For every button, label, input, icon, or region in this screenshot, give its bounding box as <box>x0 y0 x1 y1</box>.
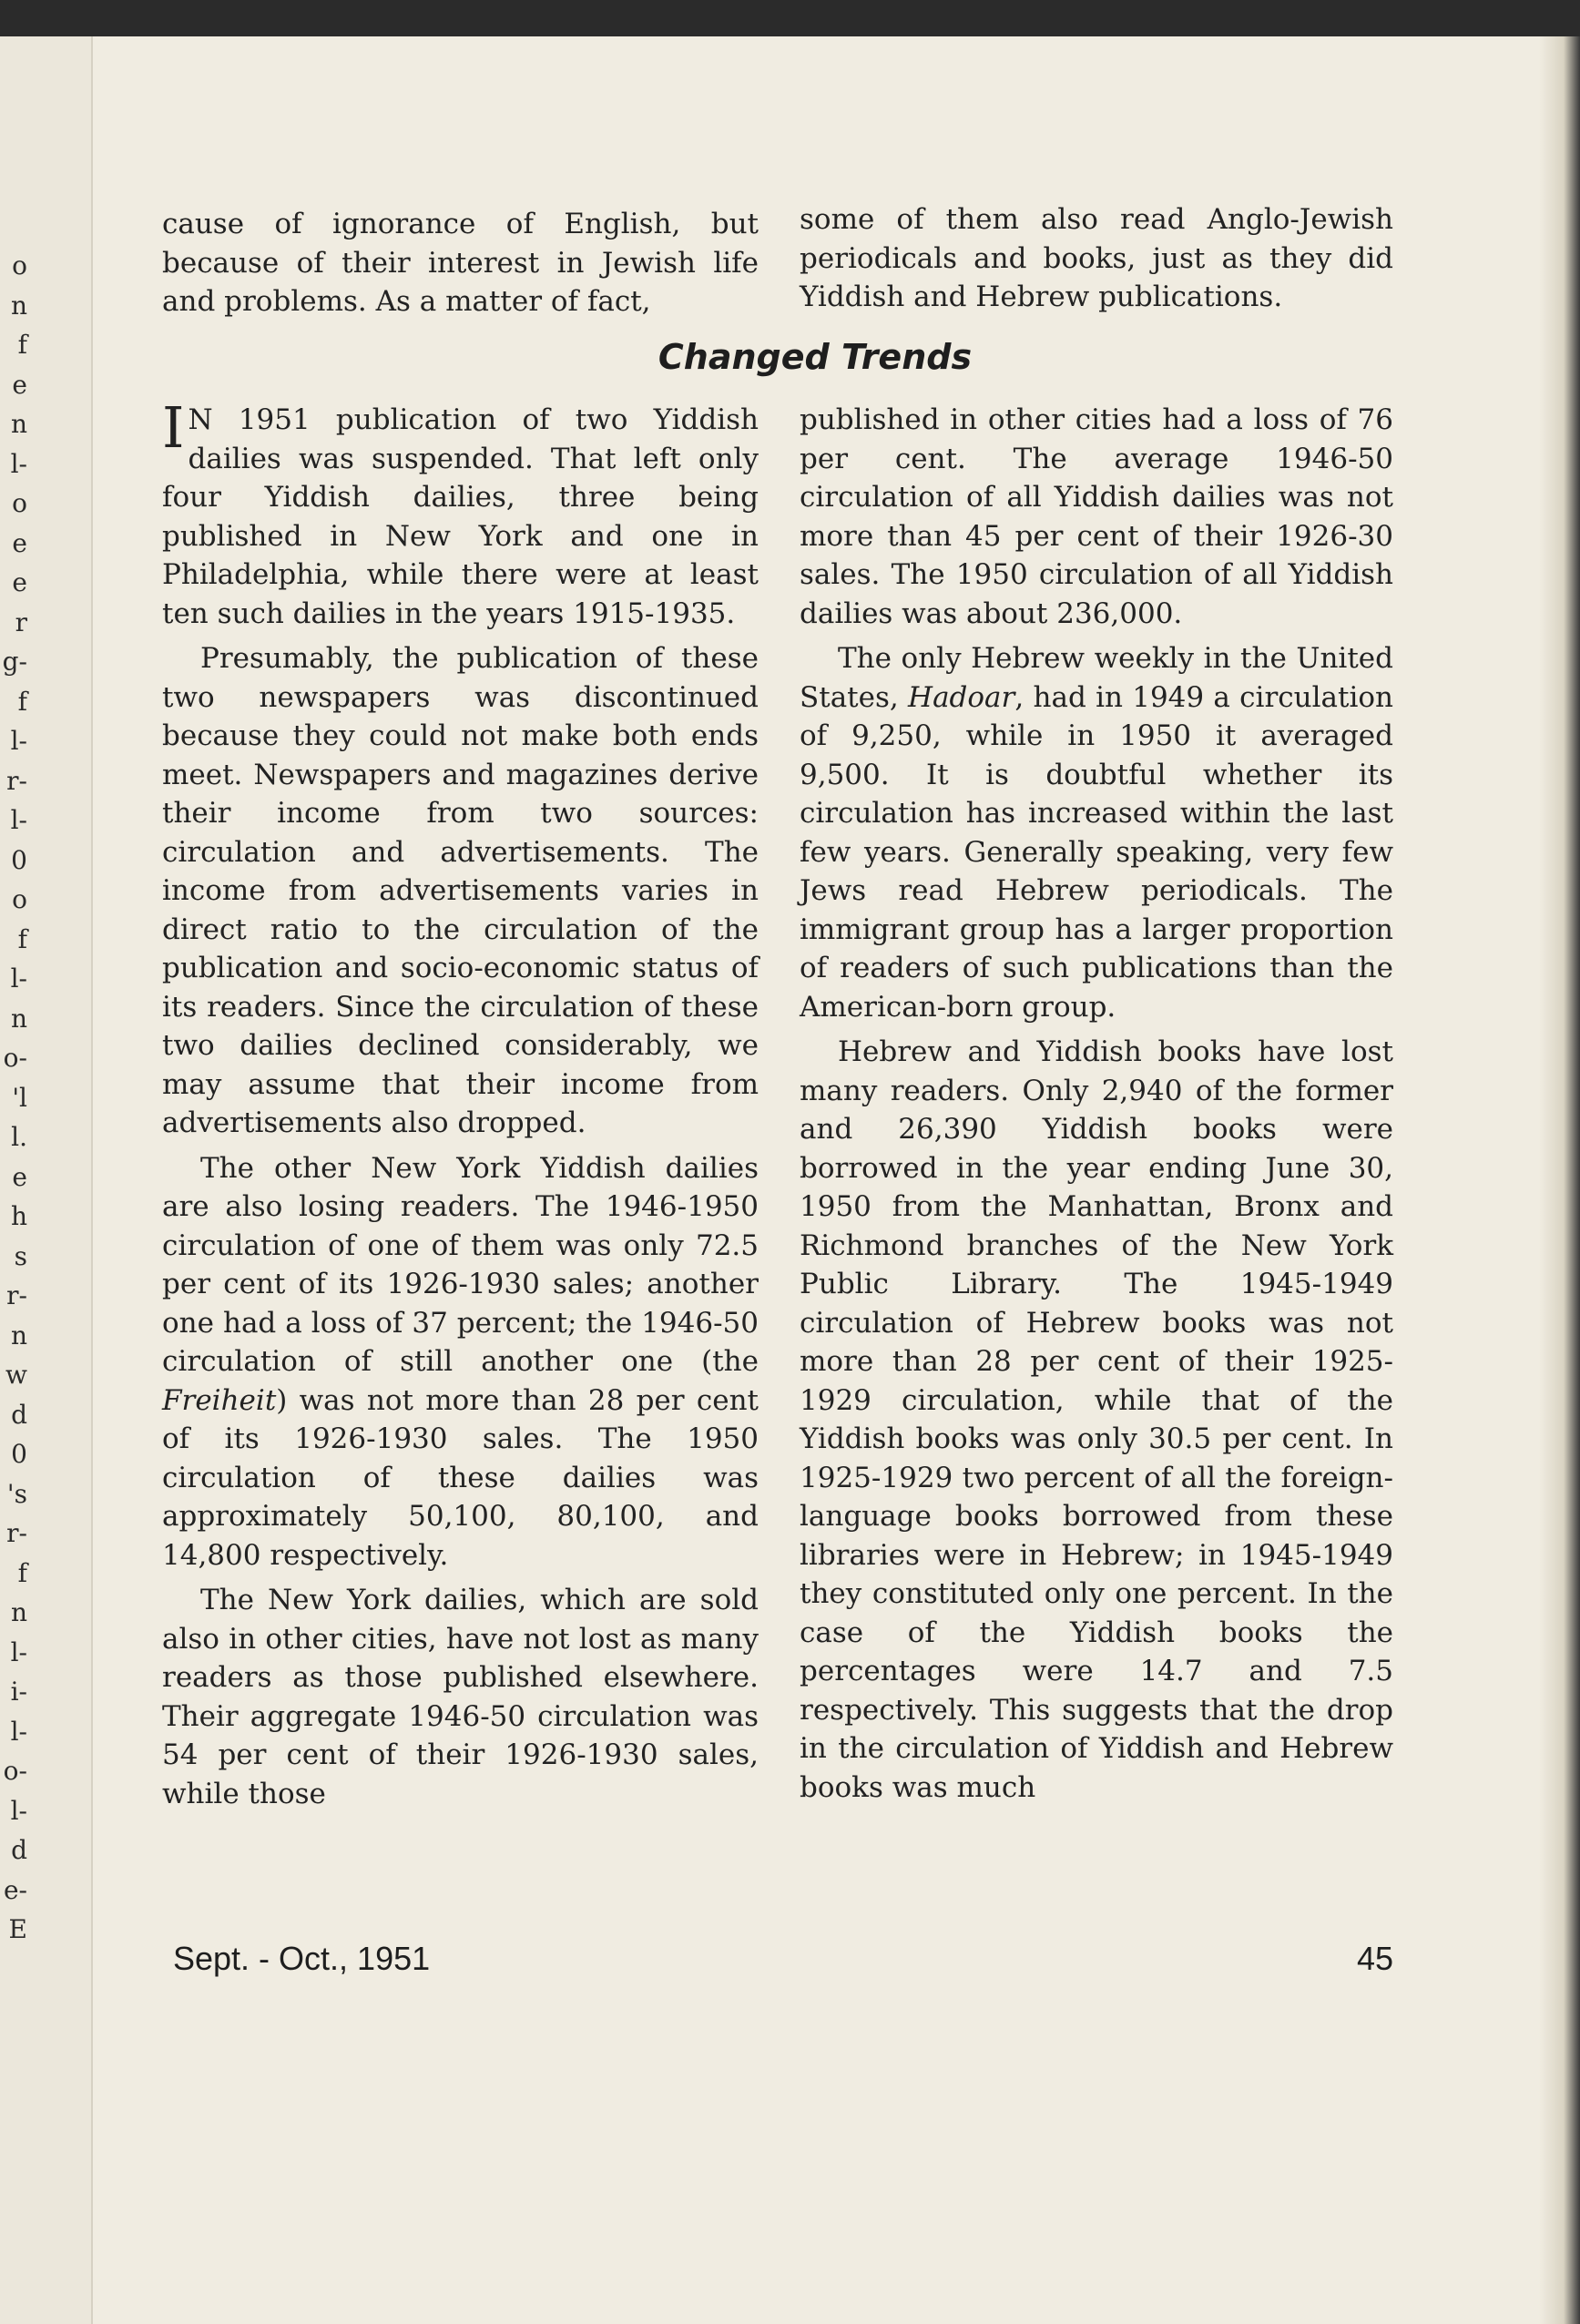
margin-fragment: o- <box>3 1756 27 1786</box>
margin-fragment: e <box>12 527 27 558</box>
left-column <box>162 394 759 1813</box>
page-spine-shadow <box>1539 36 1580 2324</box>
freiheit-italic: Freiheit <box>162 1383 277 1417</box>
margin-fragment: 0 <box>11 1439 27 1469</box>
footer-date: Sept. - Oct., 1951 <box>173 1940 431 1977</box>
margin-fragment: l- <box>10 1636 27 1667</box>
margin-fragment: e <box>12 567 27 597</box>
margin-fragment: o <box>12 488 27 518</box>
margin-fragment: f <box>17 923 27 954</box>
margin-fragment: 'l <box>12 1082 27 1113</box>
margin-fragment: n <box>10 1320 27 1351</box>
right-paragraph-2: The only Hebrew weekly in the United States, Hadoar, had in 1949 a circulation of 9,250, while in 1950 it averaged 9,500. It is doubtful whether its circulation has increased within the last few years. Generally speaking, very few Jews read Hebrew periodicals. The immigrant group has a larger proportion of readers of such publications than the American-born group. <box>800 642 1393 1024</box>
margin-fragment: E <box>8 1914 27 1944</box>
top-left-paragraph-block <box>162 205 759 321</box>
margin-fragment: l- <box>10 448 27 479</box>
top-right-paragraph-block <box>800 200 1393 317</box>
left-paragraph-4: The New York dailies, which are sold also in other cities, have not lost as many readers as those published elsewhere. Their aggregate 1946-50 circulation was 54 per cent of their 1926-1930 sales, while those <box>162 1584 759 1810</box>
left-paragraph-2: Presumably, the publication of these two newspapers was discontinued because they could not make both ends meet. Newspapers and magazines derive their income from two sources: circulation and advertisements. The income from advertisements varies in direct ratio to the circulation of the publication and socio-economic status of its readers. Since the circulation of these two dailies declined considerably, we may assume that their income from advertisements also dropped. <box>162 642 759 1139</box>
margin-fragment: n <box>10 409 27 439</box>
margin-fragment: e- <box>3 1874 27 1905</box>
margin-fragment: o- <box>3 1043 27 1073</box>
section-heading: Changed Trends <box>657 337 973 377</box>
book-page <box>0 36 1539 2324</box>
margin-fragment: l- <box>10 805 27 835</box>
margin-fragment: g- <box>2 647 27 677</box>
margin-fragment: f <box>17 686 27 717</box>
margin-fragment: d <box>11 1835 27 1865</box>
page-number: 45 <box>1357 1940 1394 1977</box>
drop-cap: I <box>162 394 185 461</box>
margin-fragment: r- <box>6 1280 27 1310</box>
top-right-paragraph: some of them also read Anglo-Jewish periodicals and books, just as they did Yiddish and Hebrew publications. <box>800 203 1393 313</box>
right-paragraph-1: published in other cities had a loss of 76 per cent. The average 1946-50 circulation of all Yiddish dailies was not more than 45 per cent of their 1926-30 sales. The 1950 circulation of all Yiddish dailies was about 236,000. <box>800 403 1393 630</box>
margin-fragment: e <box>12 1161 27 1192</box>
margin-fragment: o <box>12 884 27 914</box>
margin-fragment: d <box>11 1399 27 1430</box>
margin-fragment: n <box>10 1003 27 1034</box>
right-column <box>800 401 1393 1807</box>
margin-fragment: f <box>17 330 27 360</box>
left-paragraph-1: I N 1951 publication of two Yiddish dailies was suspended. That left only four Yiddish dailies, three being published in New York and one in Philadelphia, while there were at least ten such dailies in the years 1915-1935. <box>162 394 759 630</box>
margin-fragment: l. <box>11 1122 27 1152</box>
margin-fragment: s <box>14 1240 27 1271</box>
margin-fragment: n <box>10 290 27 321</box>
margin-fragment: r <box>15 606 27 637</box>
right-paragraph-3: Hebrew and Yiddish books have lost many readers. Only 2,940 of the former and 26,390 Yiddish books were borrowed in the year ending June 30, 1950 from the Manhattan, Bronx and Richmond branches of the New York Public Library. The 1945-1949 circulation of Hebrew books was not more than 28 per cent of their 1925-1929 circulation, while that of the Yiddish books was only 30.5 per cent. In 1925-1929 two percent of all the foreign-language books borrowed from these libraries were in Hebrew; in 1945-1949 they constituted only one percent. In the case of the Yiddish books the percentages were 14.7 and 7.5 respectively. This suggests that the drop in the circulation of Yiddish and Hebrew books was much <box>800 1035 1393 1804</box>
margin-fragment: r- <box>6 765 27 796</box>
margin-fragment: f <box>17 1557 27 1588</box>
margin-fragment: i- <box>10 1677 27 1707</box>
margin-fragment: r- <box>6 1518 27 1548</box>
margin-fragment: 0 <box>11 844 27 875</box>
top-left-paragraph: cause of ignorance of English, but because of their interest in Jewish life and problems. As a matter of fact, <box>162 208 759 318</box>
margin-fragment: l- <box>10 726 27 756</box>
margin-fragment: l- <box>10 963 27 994</box>
left-paragraph-3: The other New York Yiddish dailies are also losing readers. The 1946-1950 circulation of one of them was only 72.5 per cent of its 1926-1930 sales; another one had a loss of 37 percent; the 1946-50 circulation of still another one (the Freiheit) was not more than 28 per cent of its 1926-1930 sales. The 1950 circulation of these dailies was approximately 50,100, 80,100, and 14,800 respectively. <box>162 1151 759 1572</box>
hadoar-italic: Hadoar <box>908 680 1015 714</box>
margin-fragment: n <box>10 1597 27 1627</box>
margin-fragment: w <box>5 1360 27 1390</box>
margin-fragment: h <box>10 1201 27 1231</box>
margin-fragment: e <box>12 369 27 400</box>
margin-fragment: 's <box>6 1478 27 1509</box>
margin-fragment: l- <box>10 1716 27 1747</box>
margin-fragment: l- <box>10 1795 27 1826</box>
margin-fragment: o <box>12 250 27 280</box>
